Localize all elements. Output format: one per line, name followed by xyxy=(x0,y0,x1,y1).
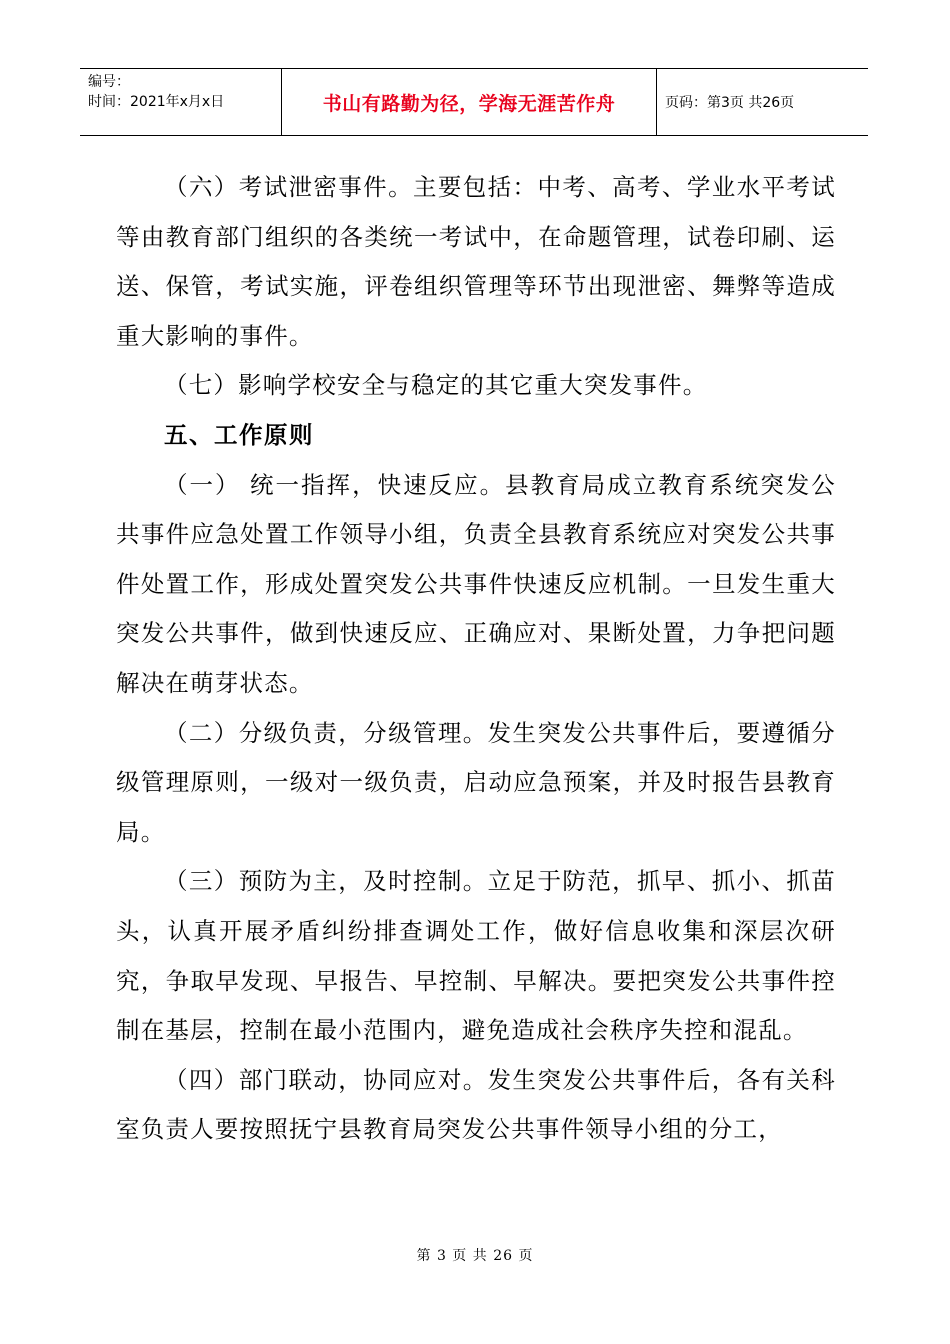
principle-4: （四）部门联动，协同应对。发生突发公共事件后，各有关科室负责人要按照抚宁县教育局突发公共事件领导小组的分工， xyxy=(116,1065,836,1144)
section-heading: 五、工作原则 xyxy=(164,420,314,449)
number-label: 编号： xyxy=(88,74,130,90)
document-body xyxy=(116,163,836,1155)
principle-2: （二）分级负责，分级管理。发生突发公共事件后，要遵循分级管理原则，一级对一级负责，启动应急预案，并及时报告县教育局。 xyxy=(116,718,836,846)
header-page-info: 页码：第3页 共26页 xyxy=(665,95,795,111)
page-header xyxy=(80,68,868,136)
header-motto: 书山有路勤为径，学海无涯苦作舟 xyxy=(282,69,657,135)
principle-3: （三）预防为主，及时控制。立足于防范，抓早、抓小、抓苗头，认真开展矛盾纠纷排查调处工作，做好信息收集和深层次研究，争取早发现、早报告、早控制、早解决。要把突发公共事件控制在基层，控制在最小范围内，避免造成社会秩序失控和混乱。 xyxy=(116,867,836,1045)
time-label: 时间：2021年x月x日 xyxy=(88,94,225,110)
paragraph-exam-leak: （六）考试泄密事件。主要包括：中考、高考、学业水平考试等由教育部门组织的各类统一考试中，在命题管理，试卷印刷、运送、保管，考试实施，评卷组织管理等环节出现泄密、舞弊等造成重大影响的事件。 xyxy=(116,173,836,350)
page-footer: 第 3 页 共 26 页 xyxy=(416,1248,534,1264)
principle-1: （一） 统一指挥，快速反应。县教育局成立教育系统突发公共事件应急处置工作领导小组，负责全县教育系统应对突发公共事件处置工作，形成处置突发公共事件快速反应机制。一旦发生重大突发公共事件，做到快速反应、正确应对、果断处置，力争把问题解决在萌芽状态。 xyxy=(116,470,836,697)
paragraph-other-events: （七）影响学校安全与稳定的其它重大突发事件。 xyxy=(164,371,708,400)
header-meta xyxy=(80,69,282,135)
